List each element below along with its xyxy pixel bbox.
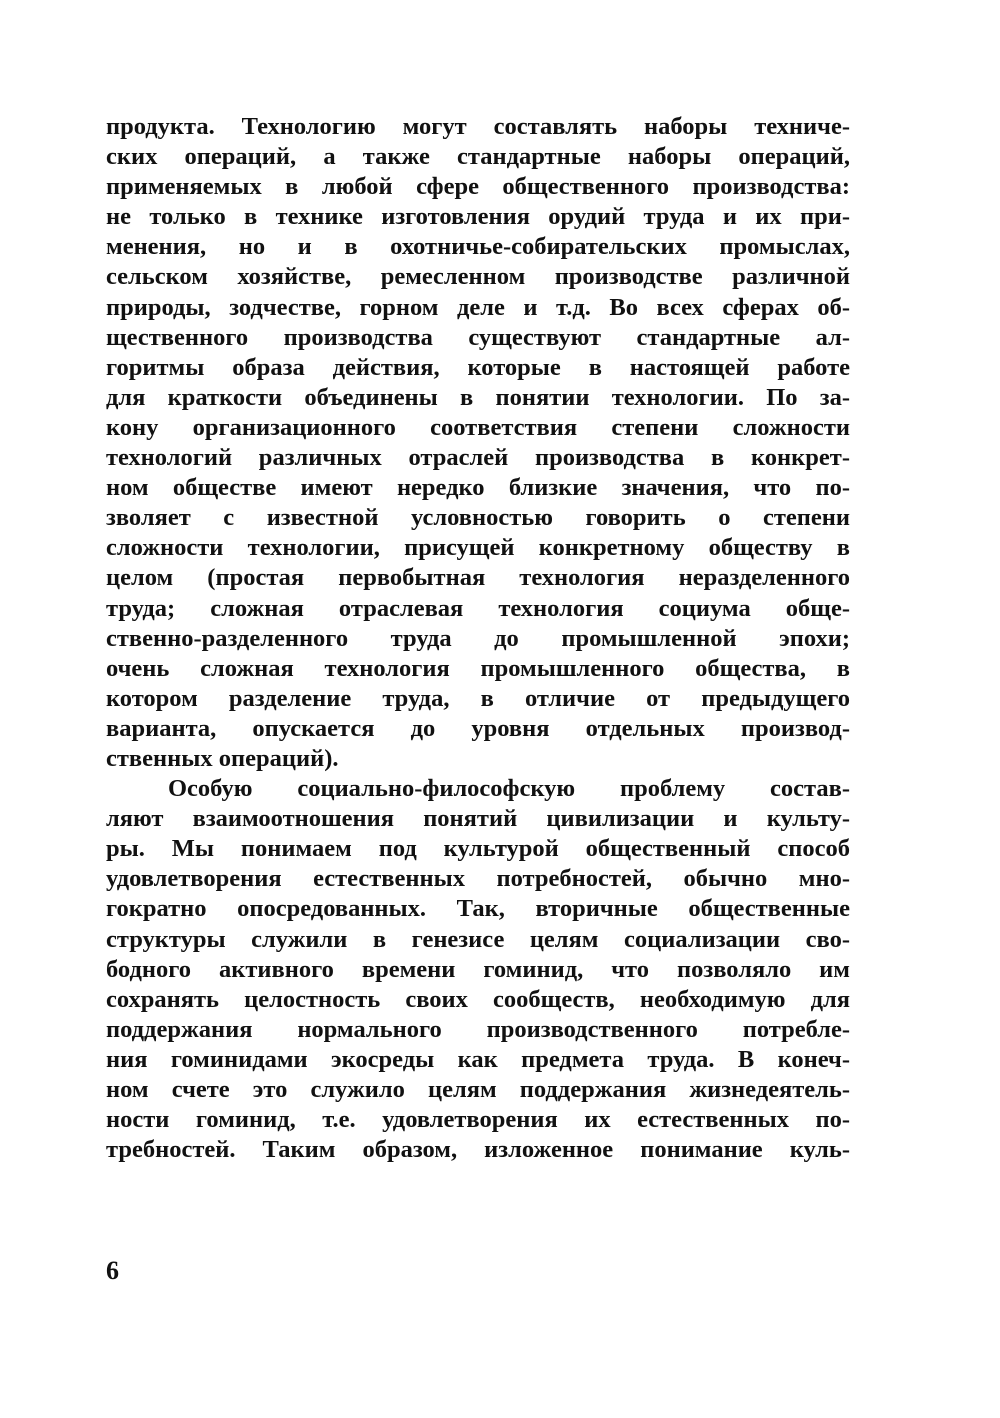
text-line: ственных операций). [106,744,339,772]
text-line: природы, зодчестве, горном деле и т.д. Во всех сферах об- [106,293,850,321]
paragraph-2 [106,774,850,1165]
text-line: ляют взаимоотношения понятий цивилизации и культу- [106,805,850,833]
paragraph-1 [106,112,850,774]
text-line: очень сложная технология промышленного общества, в [106,654,850,682]
text-line: ственно-разделенного труда до промышленной эпохи; [106,624,850,652]
text-line: продукта. Технологию могут составлять наборы техниче- [106,113,850,140]
text-line: Особую социально-философскую проблему состав- [168,775,850,803]
text-line: кону организационного соответствия степени сложности [106,413,850,441]
text-line: целом (простая первобытная технология неразделенного [106,564,850,592]
body-text [106,112,850,1165]
text-line: щественного производства существуют стандартные ал- [106,323,850,351]
text-line: бодного активного времени гоминид, что позволяло им [106,955,850,983]
text-line: ном обществе имеют нередко близкие значения, что по- [106,474,850,502]
text-line: поддержания нормального производственного потребле- [106,1015,850,1043]
text-line: гократно опосредованных. Так, вторичные общественные [106,895,850,923]
text-line: горитмы образа действия, которые в настоящей работе [106,353,850,381]
text-line: труда; сложная отраслевая технология социума обще- [106,594,850,622]
text-line: варианта, опускается до уровня отдельных производ- [106,714,850,742]
text-line: менения, но и в охотничье-собирательских промыслах, [106,233,850,261]
text-line: ном счете это служило целям поддержания жизнедеятель- [106,1076,850,1103]
text-line: ния гоминидами экосреды как предмета труда. В конеч- [106,1045,850,1073]
text-line: требностей. Таким образом, изложенное понимание куль- [106,1136,850,1164]
text-line: сельском хозяйстве, ремесленном производстве различной [106,263,850,291]
text-line: зволяет с известной условностью говорить о степени [106,504,850,532]
text-line: сохранять целостность своих сообществ, необходимую для [106,985,850,1013]
text-line: ры. Мы понимаем под культурой общественный способ [106,835,850,863]
text-line: ских операций, а также стандартные наборы операций, [106,143,850,171]
text-line: котором разделение труда, в отличие от предыдущего [106,684,850,712]
page-number: 6 [106,1256,119,1285]
text-line: сложности технологии, присущей конкретному обществу в [106,534,850,562]
text-line: структуры служили в генезисе целям социализации сво- [106,925,850,953]
text-line: для краткости объединены в понятии технологии. По за- [106,383,850,411]
text-line: технологий различных отраслей производства в конкрет- [106,444,850,472]
text-line: не только в технике изготовления орудий труда и их при- [106,203,850,231]
text-line: ности гоминид, т.е. удовлетворения их естественных по- [106,1106,850,1134]
text-line: применяемых в любой сфере общественного производства: [106,173,850,201]
text-line: удовлетворения естественных потребностей, обычно мно- [106,865,850,893]
